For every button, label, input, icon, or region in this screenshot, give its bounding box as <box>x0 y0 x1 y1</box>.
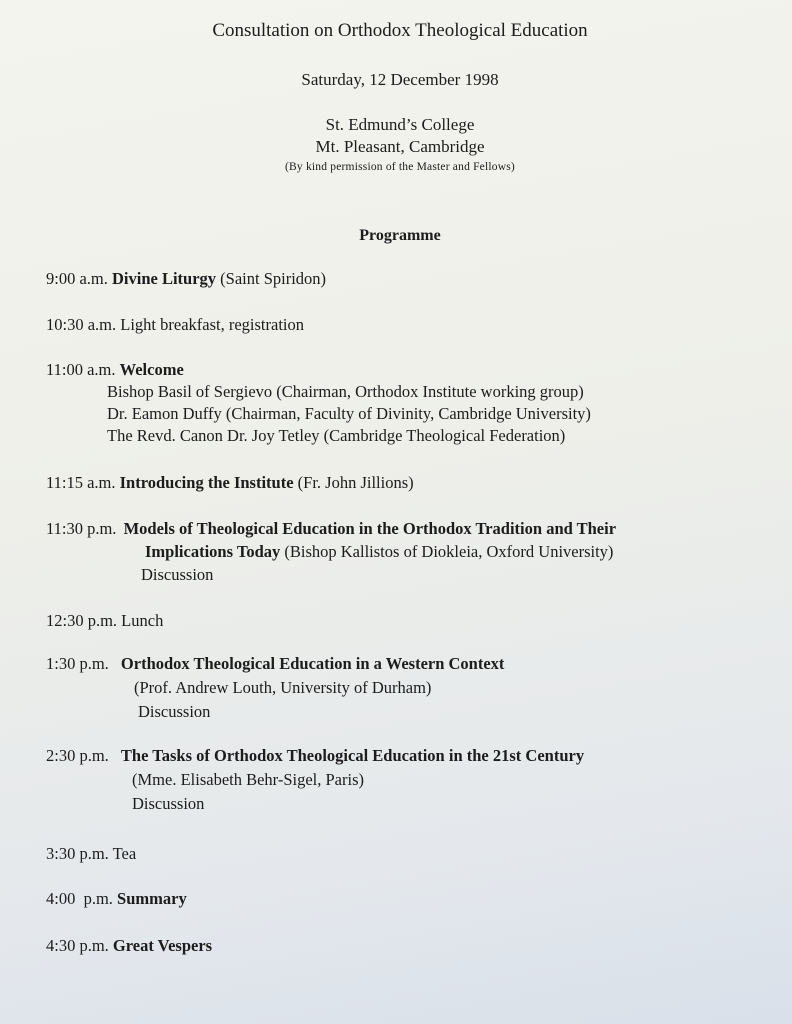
schedule-time: 11:30 p.m. <box>46 519 117 538</box>
schedule-item-tasks <box>46 745 584 767</box>
schedule-time: 2:30 p.m. <box>46 746 109 765</box>
schedule-item-vespers <box>46 935 212 957</box>
schedule-title: Orthodox Theological Education in a Western Context <box>120 654 505 673</box>
schedule-item-tea <box>46 843 136 865</box>
schedule-detail: Light breakfast, registration <box>120 315 304 334</box>
schedule-time: 3:30 p.m. <box>46 844 109 863</box>
schedule-time: 12:30 p.m. <box>46 611 118 630</box>
schedule-detail: Lunch <box>121 611 164 630</box>
schedule-time: 4:00 p.m. <box>46 889 113 908</box>
schedule-time: 4:30 p.m. <box>46 936 109 955</box>
tasks-speaker: (Mme. Elisabeth Behr-Sigel, Paris) <box>132 770 364 789</box>
schedule-detail: (Saint Spiridon) <box>216 269 327 288</box>
schedule-title: The Tasks of Orthodox Theological Education in the 21st Century <box>120 746 585 765</box>
schedule-title: Summary <box>117 889 187 908</box>
western-context-speaker: (Prof. Andrew Louth, University of Durham) <box>134 678 432 697</box>
welcome-speaker-3: The Revd. Canon Dr. Joy Tetley (Cambridge Theological Federation) <box>107 426 566 445</box>
models-discussion: Discussion <box>141 565 214 584</box>
schedule-time: 9:00 a.m. <box>46 269 108 288</box>
tasks-discussion: Discussion <box>132 794 205 813</box>
welcome-speaker-1: Bishop Basil of Sergievo (Chairman, Orthodox Institute working group) <box>107 382 584 401</box>
schedule-detail: Tea <box>112 844 137 863</box>
document-title: Consultation on Orthodox Theological Education <box>212 20 588 41</box>
schedule-item-models <box>46 518 616 540</box>
schedule-title-continued: Implications Today <box>145 542 281 561</box>
event-date: Saturday, 12 December 1998 <box>301 70 499 89</box>
schedule-item-western-context <box>46 653 504 675</box>
schedule-title: Models of Theological Education in the Orthodox Tradition and Their <box>123 519 617 538</box>
schedule-title: Divine Liturgy <box>112 269 217 288</box>
permission-note: (By kind permission of the Master and Fellows) <box>285 161 515 173</box>
schedule-item-breakfast <box>46 314 304 336</box>
schedule-item-institute <box>46 472 414 494</box>
schedule-item-welcome <box>46 359 184 381</box>
schedule-title: Introducing the Institute <box>119 473 294 492</box>
models-line-2 <box>145 541 613 563</box>
schedule-time: 1:30 p.m. <box>46 654 109 673</box>
schedule-time: 10:30 a.m. <box>46 315 117 334</box>
western-context-discussion: Discussion <box>138 702 211 721</box>
programme-heading: Programme <box>359 227 441 244</box>
venue-line-2: Mt. Pleasant, Cambridge <box>315 137 485 156</box>
schedule-item-lunch <box>46 610 163 632</box>
schedule-detail: (Fr. John Jillions) <box>293 473 414 492</box>
schedule-title: Welcome <box>119 360 184 379</box>
schedule-item-liturgy <box>46 268 326 290</box>
schedule-item-summary <box>46 888 187 910</box>
schedule-detail: (Bishop Kallistos of Diokleia, Oxford University) <box>280 542 614 561</box>
venue-line-1: St. Edmund’s College <box>325 115 475 134</box>
schedule-title: Great Vespers <box>112 936 213 955</box>
welcome-speaker-2: Dr. Eamon Duffy (Chairman, Faculty of Divinity, Cambridge University) <box>107 404 591 423</box>
schedule-time: 11:00 a.m. <box>46 360 116 379</box>
schedule-time: 11:15 a.m. <box>46 473 116 492</box>
